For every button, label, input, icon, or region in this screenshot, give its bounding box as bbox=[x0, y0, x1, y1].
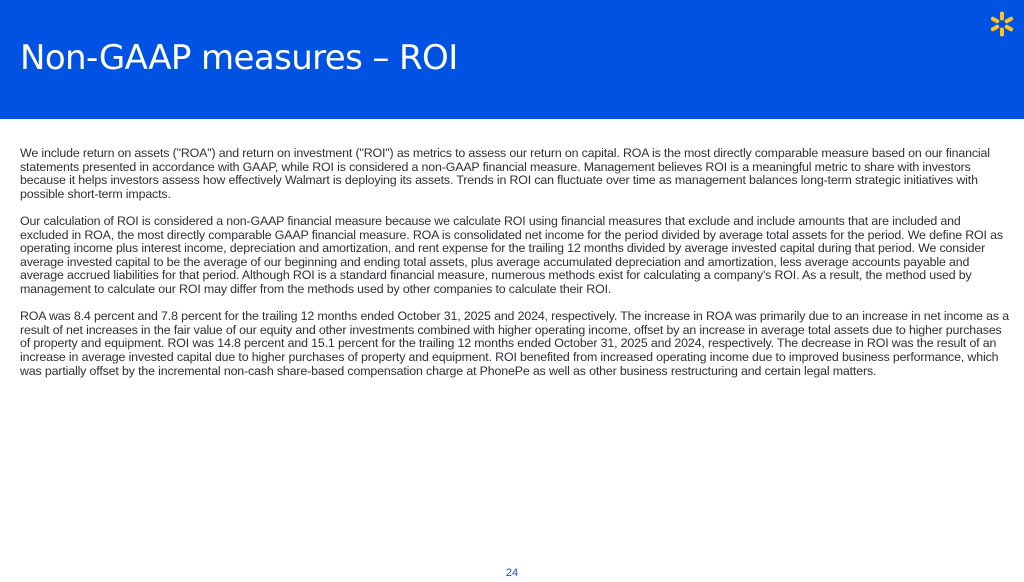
slide-title: Non-GAAP measures – ROI bbox=[20, 38, 458, 78]
paragraph-roa-roi-results: ROA was 8.4 percent and 7.8 percent for the trailing 12 months ended October 31, 2025 and 2024, respectively. The increase in ROA was primarily due to an increase in net income as a result of net increases in the fair value of our equity and other investments combined with higher operating income, offset by an increase in average total assets due to higher purchases of property and equipment. ROI was 14.8 percent and 15.1 percent for the trailing 12 months ended October 31, 2025 and 2024, respectively. The decrease in ROI was the result of an increase in average invested capital due to higher purchases of property and equipment. ROI benefited from increased operating income due to improved business performance, which was partially offset by the incremental non-cash share-based compensation charge at PhonePe as well as other business restructuring and certain legal matters. bbox=[20, 309, 1010, 378]
paragraph-roi-overview: We include return on assets ("ROA") and return on investment ("ROI") as metrics to assess our return on capital. ROA is the most directly comparable measure based on our financial statements presented in accordance with GAAP, while ROI is considered a non-GAAP financial measure. Management believes ROI is a meaningful metric to share with investors because it helps investors assess how effectively Walmart is deploying its assets. Trends in ROI can fluctuate over time as management balances long-term strategic initiatives with possible short-term impacts. bbox=[20, 146, 990, 201]
slide-header bbox=[0, 0, 1024, 119]
paragraph-roi-calculation: Our calculation of ROI is considered a non-GAAP financial measure because we calculate ROI using financial measures that exclude and include amounts that are included and excluded in ROA, the most directly comparable GAAP financial measure. ROA is consolidated net income for the period divided by average total assets for the period. We define ROI as operating income plus interest income, depreciation and amortization, and rent expense for the trailing 12 months divided by average invested capital during that period. We consider average invested capital to be the average of our beginning and ending total assets, plus average accumulated depreciation and amortization, less average accounts payable and average accrued liabilities for that period. Although ROI is a standard financial measure, numerous methods exist for calculating a company's ROI. As a result, the method used by management to calculate our ROI may differ from the methods used by other companies to calculate their ROI. bbox=[20, 213, 1003, 296]
page-number: 24 bbox=[505, 567, 519, 579]
walmart-spark-icon bbox=[989, 11, 1015, 37]
slide-body bbox=[20, 147, 1010, 392]
